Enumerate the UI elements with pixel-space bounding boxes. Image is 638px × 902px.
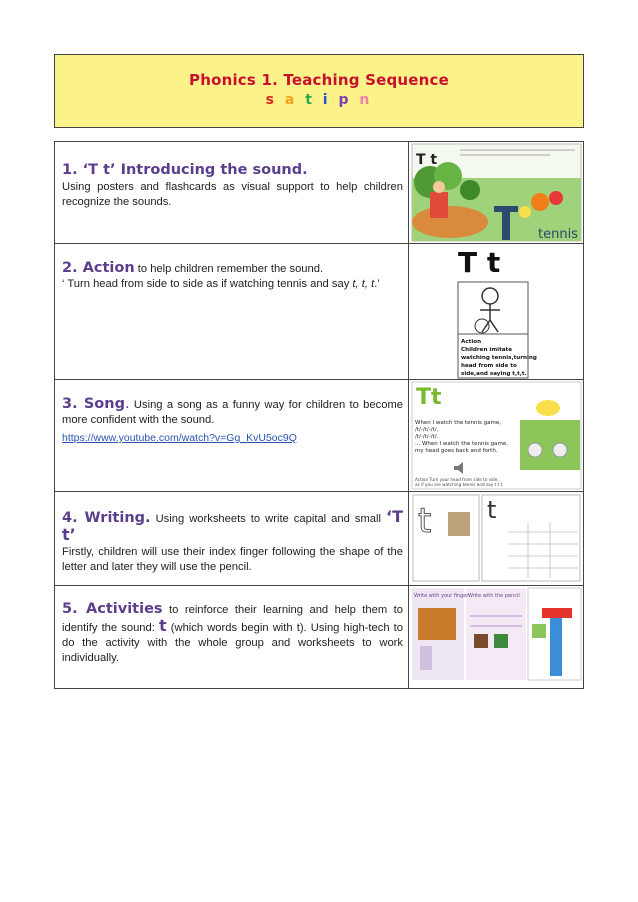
row-2-heading: 2. Action (62, 260, 135, 276)
row-2-text-c: .’ (374, 278, 380, 290)
row-3-text: Using a song as a funny way for children to become more confident with the sound. (62, 399, 403, 426)
poster-letters: T t (416, 152, 438, 168)
letter-s: s (265, 92, 277, 108)
row-3-heading: 3. Song (62, 396, 125, 412)
row-5-heading: 5. Activities (62, 601, 163, 617)
row-1-image (410, 142, 583, 243)
letter-a: a (284, 92, 298, 108)
activity-label-1: Write with your finger (414, 593, 469, 599)
activity-label-2: Write with the pencil (468, 593, 520, 599)
row-2-image (410, 244, 583, 379)
poster-word: tennis (538, 227, 578, 242)
tennis-poster-illustration (410, 142, 583, 243)
letter-p: p (338, 92, 352, 108)
caption-line-2: Children imitate (461, 347, 512, 353)
row-2-heading-line (62, 259, 403, 277)
lyric-4: ... When I watch the tennis game, (415, 441, 508, 447)
caption-line-3: watching tennis,turning (461, 355, 537, 361)
song-card-illustration (410, 380, 583, 491)
lyric-1: When I watch the tennis game, (415, 420, 501, 426)
row-2-text-cell (55, 244, 409, 379)
row-4-text-cell (55, 492, 409, 585)
row-song (55, 380, 583, 492)
row-4-image (410, 492, 583, 585)
row-1-heading: 1. ‘T t’ Introducing the sound. (62, 162, 308, 178)
row-1-body: Using posters and flashcards as visual support to help children recognize the sounds. (62, 181, 403, 208)
letter-n: n (359, 92, 373, 108)
row-4-text-a: Using worksheets to write capital and small (150, 513, 386, 525)
row-3-heading-dot: . (124, 396, 130, 412)
row-4-text-b: Firstly, children will use their index finger following the shape of the letter and later they will use the pencil. (62, 546, 403, 573)
action-card-letters: T t (458, 246, 501, 279)
row-5-body (62, 602, 403, 666)
row-2-text-a: to help children remember the sound. (134, 263, 324, 275)
row-3-link-line (62, 428, 403, 446)
song-action-1: Action Turn your head from side to side, (415, 477, 499, 482)
row-3-body (62, 397, 403, 428)
youtube-link[interactable]: https://www.youtube.com/watch?v=Gg_KvU5oc9Q (62, 432, 297, 444)
teaching-sequence-table (54, 141, 584, 689)
worksheet-letter: t (487, 496, 497, 524)
row-action (55, 244, 583, 380)
lyric-5: my head goes back and forth. (415, 448, 498, 454)
row-4-body (62, 509, 403, 545)
row-introducing (55, 142, 583, 244)
letter-t: t (305, 92, 315, 108)
row-5-text-a: to reinforce their learning and help them to identify the sound: (62, 604, 403, 634)
row-5-text-b: (which words begin with t). Using high-tech to do the activity with the whole group and worksheets to work individually. (62, 622, 404, 664)
caption-line-4: head from side to (461, 363, 517, 369)
row-4-heading: 4. Writing. (62, 510, 151, 526)
row-4-big: ‘T t’ (62, 507, 403, 544)
row-5-big: t (158, 616, 167, 635)
song-letters: Tt (416, 385, 442, 410)
row-3-image (410, 380, 583, 491)
caption-line-1: Action (461, 339, 482, 345)
letters-sequence (55, 92, 583, 108)
row-writing (55, 492, 583, 586)
row-2-text-italic: t, t, t (352, 278, 375, 290)
page-title: Phonics 1. Teaching Sequence (189, 71, 449, 89)
row-2-text-b: ‘ Turn head from side to side as if watching tennis and say (62, 278, 353, 290)
row-3-text-cell (55, 380, 409, 491)
action-card-illustration (410, 244, 583, 379)
lyric-3: /t/-/t/-/t/. (415, 434, 439, 440)
worksheet-letter-outline: t (418, 501, 432, 541)
lyric-2: /t/-/t/-/t/, (415, 427, 439, 433)
song-action-2: as if you are watching tennis and say t t t. (415, 482, 504, 487)
header-box (54, 54, 584, 128)
caption-line-5: side,and saying t,t,t. (461, 371, 527, 377)
letter-i: i (322, 92, 331, 108)
row-5-image (410, 586, 583, 688)
row-5-text-cell (55, 586, 409, 688)
row-1-text-cell (55, 142, 409, 243)
writing-worksheets-illustration (410, 492, 583, 585)
activities-worksheets-illustration (410, 586, 583, 687)
row-activities (55, 586, 583, 688)
row-2-body (62, 277, 403, 292)
